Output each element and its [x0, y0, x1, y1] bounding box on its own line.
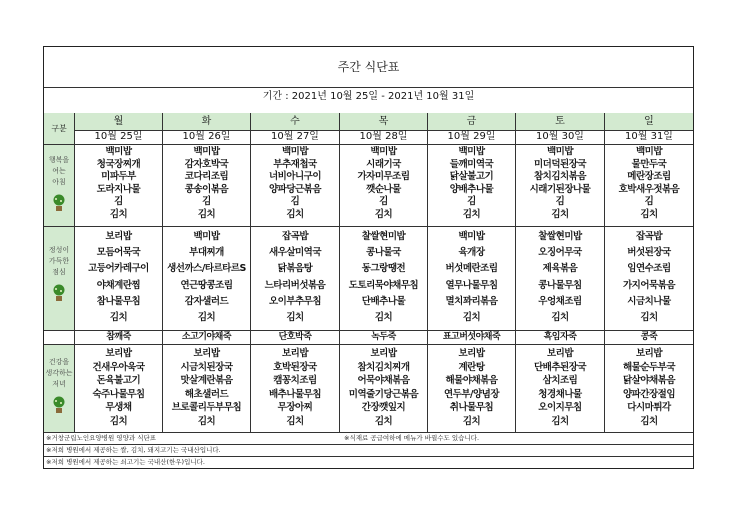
menu-item: 시래기된장나물 [529, 183, 591, 195]
lunch-label [44, 227, 74, 330]
menu-item: 보리밥 [458, 348, 485, 359]
menu-item: 우엉채조림 [538, 295, 582, 307]
period-text: 기간 : 2021년 10월 25일 - 2021년 10월 31일 [262, 91, 475, 102]
tree-icon [52, 396, 66, 414]
menu-item: 캠꽁치조림 [273, 375, 317, 387]
menu-item: 호박새우젓볶음 [618, 183, 680, 195]
menu-item: 임연수조림 [627, 263, 671, 275]
note-origin-beef: ※저희 병원에서 제공하는 쇠고기는 국내산(한우)입니다. [46, 458, 205, 466]
divider [44, 87, 693, 88]
menu-item: 김치 [286, 415, 304, 427]
label-line: 저녁 [52, 380, 66, 388]
breakfast-cell [605, 146, 693, 226]
menu-item: 해초샐러드 [184, 388, 229, 400]
menu-item: 시금치된장국 [180, 361, 233, 373]
menu-item: 다시마튀각 [627, 402, 671, 414]
lunch-cell [251, 229, 339, 330]
label-line: 아침 [52, 178, 66, 186]
menu-item: 계란탕 [458, 361, 485, 373]
day-date: 10월 25일 [94, 131, 143, 142]
menu-item: 감자샐러드 [184, 295, 229, 307]
menu-item: 브로콜리두부무침 [171, 402, 242, 414]
menu-item: 청국장찌개 [96, 158, 141, 170]
menu-item: 찰쌀현미밥 [538, 231, 582, 242]
menu-item: 김 [379, 196, 388, 208]
menu-item: 보리밥 [546, 348, 574, 359]
menu-item: 삼치조림 [542, 375, 578, 387]
breakfast-cell [163, 146, 250, 226]
menu-item: 버섯메란조림 [445, 263, 498, 275]
menu-item: 어묵야채볶음 [357, 375, 410, 387]
lunch-cell [516, 229, 604, 330]
menu-item: 육개장 [458, 247, 485, 259]
day-date: 10월 27일 [271, 131, 319, 142]
menu-item: 김치 [374, 312, 393, 324]
lunch-cell [75, 229, 162, 330]
dinner-cell [428, 347, 515, 432]
tree-icon [52, 284, 66, 302]
menu-item: 김치 [109, 208, 128, 220]
menu-item: 양파당근볶음 [268, 183, 322, 195]
menu-item: 모듬어묵국 [96, 247, 141, 259]
breakfast-cell [251, 146, 339, 226]
snack-item: 참깨죽 [106, 332, 131, 342]
menu-item: 오이지무침 [538, 402, 582, 414]
menu-item: 보리밥 [281, 348, 309, 359]
menu-item: 무장아찌 [277, 402, 313, 414]
menu-item: 느타리버섯볶음 [264, 279, 326, 291]
menu-item: 백미밥 [193, 231, 220, 242]
lunch-cell [605, 229, 693, 330]
day-date: 10월 26일 [182, 131, 231, 142]
day-date: 10월 31일 [625, 131, 673, 142]
menu-item: 돈육불고기 [96, 375, 141, 387]
label-line: 건강을 [48, 358, 70, 366]
menu-item: 김치 [640, 208, 658, 220]
menu-item: 호박된장국 [273, 361, 317, 373]
day-name: 토 [516, 113, 604, 130]
tree-icon [52, 194, 66, 212]
menu-item: 너비아니구이 [268, 171, 322, 183]
day-name: 목 [340, 113, 427, 130]
dinner-cell [340, 347, 427, 432]
menu-item: 김 [555, 196, 565, 208]
menu-item: 참치김치찌개 [357, 361, 410, 373]
label-line: 점심 [52, 268, 66, 276]
snack-item: 녹두죽 [371, 332, 396, 342]
label-line: 행복을 [48, 156, 70, 164]
day-date: 10월 28일 [359, 131, 408, 142]
menu-item: 도토리묵야채무침 [348, 279, 419, 291]
menu-item: 김치 [286, 312, 304, 324]
day-name: 일 [605, 113, 693, 130]
menu-item: 찰쌀현미밥 [361, 231, 406, 242]
menu-item: 김치 [551, 312, 569, 324]
day-name: 수 [251, 113, 339, 130]
menu-item: 멸치꽈리볶음 [445, 295, 498, 307]
menu-item: 닭볶음탕 [277, 263, 313, 275]
dinner-cell [516, 347, 604, 432]
menu-item: 김치 [197, 208, 216, 220]
menu-item: 김치 [462, 415, 481, 427]
menu-item: 백미밥 [370, 146, 397, 157]
menu-item: 백미밥 [635, 146, 663, 157]
menu-item: 잡곡밥 [635, 231, 663, 242]
menu-item: 간장깻잎지 [361, 402, 406, 414]
menu-item: 김치 [109, 415, 128, 427]
menu-item: 김 [644, 196, 654, 208]
menu-item: 참나물무침 [96, 295, 141, 307]
menu-item: 보리밥 [370, 348, 397, 359]
menu-item: 콩나물국 [366, 247, 401, 259]
menu-item: 김 [114, 196, 123, 208]
label-line: 생각하는 [45, 369, 73, 377]
menu-item: 백미밥 [193, 146, 220, 157]
menu-item: 해물순두부국 [622, 361, 676, 373]
menu-item: 닭살불고기 [449, 171, 494, 183]
menu-item: 백미밥 [458, 231, 485, 242]
menu-item: 백미밥 [281, 146, 309, 157]
menu-item: 양배추나물 [449, 183, 494, 195]
menu-item: 해물야채볶음 [445, 375, 498, 387]
menu-item: 시래기국 [366, 158, 401, 170]
menu-item: 맛살계란볶음 [180, 375, 233, 387]
breakfast-cell [428, 146, 515, 226]
breakfast-label [44, 145, 74, 226]
snack-item: 흑임자죽 [543, 332, 577, 342]
menu-item: 들깨미역국 [449, 158, 494, 170]
label-line: 여는 [52, 167, 66, 175]
day-name: 월 [75, 113, 162, 130]
menu-item: 김치 [551, 208, 569, 220]
menu-item: 미더덕된장국 [533, 158, 587, 170]
menu-item: 백미밥 [546, 146, 574, 157]
menu-item: 열무나물무침 [445, 279, 498, 291]
menu-item: 건새우아욱국 [92, 361, 145, 373]
menu-item: 단배추나물 [361, 295, 406, 307]
divider [44, 344, 693, 345]
menu-item: 보리밥 [193, 348, 220, 359]
menu-item: 도라지나물 [96, 183, 141, 195]
menu-item: 미파두부 [101, 171, 136, 183]
menu-item: 새우살미역국 [268, 247, 322, 259]
menu-item: 참치김치볶음 [533, 171, 587, 183]
note-source: ※거창군립노인요양병원 영양과 식단표 [46, 434, 157, 442]
menu-item: 오징어무국 [538, 247, 582, 259]
menu-item: 고등어카레구이 [88, 263, 149, 275]
menu-item: 보리밥 [105, 348, 132, 359]
day-date: 10월 30일 [536, 131, 584, 142]
menu-item: 취나물무침 [449, 402, 494, 414]
breakfast-cell [516, 146, 604, 226]
menu-item: 김치 [640, 415, 658, 427]
menu-item: 김치 [197, 415, 216, 427]
menu-item: 김치 [286, 208, 304, 220]
menu-item: 오이부추무침 [268, 295, 322, 307]
label-line: 정성이 [48, 246, 70, 254]
menu-item: 김치 [462, 312, 481, 324]
page-title: 주간 식단표 [337, 60, 400, 74]
note-change: ※식재료 공급여하에 메뉴가 바뀔수도 있습니다. [344, 434, 480, 442]
menu-item: 잡곡밥 [281, 231, 309, 242]
dinner-cell [75, 347, 162, 432]
lunch-cell [340, 229, 427, 330]
menu-item: 김치 [640, 312, 658, 324]
menu-item: 감자호박국 [184, 158, 229, 170]
gubun-label: 구분 [44, 113, 74, 144]
menu-item: 청경채나물 [538, 388, 582, 400]
snack-item: 콩죽 [640, 332, 658, 342]
day-name: 금 [428, 113, 515, 130]
menu-item: 배추나물무침 [268, 388, 322, 400]
menu-item: 김치 [374, 415, 393, 427]
day-name: 화 [163, 113, 250, 130]
divider [44, 144, 693, 145]
menu-item: 버섯된장국 [627, 247, 671, 259]
menu-item: 김치 [109, 312, 128, 324]
menu-item: 미역줄기당근볶음 [348, 388, 419, 400]
menu-item: 동그랑땡전 [361, 263, 406, 275]
menu-item: 물만두국 [631, 158, 667, 170]
menu-item: 코다리조림 [184, 171, 229, 183]
menu-item: 보리밥 [105, 231, 132, 242]
dinner-cell [163, 347, 250, 432]
menu-item: 단배추된장국 [533, 361, 587, 373]
dinner-label [44, 345, 74, 432]
menu-item: 양파간장절임 [622, 388, 676, 400]
snack-item: 소고기야채죽 [181, 332, 232, 342]
snack-item: 단호박죽 [278, 332, 312, 342]
breakfast-cell [340, 146, 427, 226]
label-line: 가득한 [48, 257, 70, 265]
menu-item: 김 [290, 196, 300, 208]
menu-item: 시금치나물 [627, 295, 671, 307]
menu-item: 백미밥 [458, 146, 485, 157]
menu-item: 깻순나물 [366, 183, 401, 195]
menu-item: 가지어묵볶음 [622, 279, 676, 291]
menu-item: 콩나물무침 [538, 279, 582, 291]
menu-item: 연근땅콩조림 [180, 279, 233, 291]
menu-item: 김치 [462, 208, 481, 220]
menu-item: 무생채 [105, 402, 132, 414]
menu-item: 김 [467, 196, 476, 208]
menu-item: 콩송이볶음 [184, 183, 229, 195]
menu-item: 부추재첩국 [273, 158, 317, 170]
menu-item: 부대찌개 [189, 247, 224, 259]
dinner-cell [251, 347, 339, 432]
divider [44, 226, 693, 227]
menu-item: 생선까스/타르타르S [167, 263, 246, 275]
menu-item: 보리밥 [635, 348, 663, 359]
menu-item: 닭살야채볶음 [622, 375, 676, 387]
menu-item: 제육볶음 [542, 263, 578, 275]
menu-item: 백미밥 [105, 146, 132, 157]
menu-item: 숙주나물무침 [92, 388, 145, 400]
day-date: 10월 29일 [447, 131, 496, 142]
menu-sheet [43, 46, 694, 469]
lunch-cell [163, 229, 250, 330]
menu-item: 연두부/양념장 [443, 388, 500, 400]
note-origin-rice: ※저희 병원에서 제공하는 쌀, 김치, 돼지고기는 국내산입니다. [46, 446, 221, 454]
menu-item: 가자미무조림 [357, 171, 410, 183]
menu-item: 김치 [374, 208, 393, 220]
lunch-cell [428, 229, 515, 330]
breakfast-cell [75, 146, 162, 226]
dinner-cell [605, 347, 693, 432]
menu-item: 메란장조림 [627, 171, 671, 183]
menu-item: 김치 [551, 415, 569, 427]
menu-item: 김 [202, 196, 211, 208]
snack-item: 표고버섯야채죽 [442, 332, 501, 342]
menu-item: 김치 [197, 312, 216, 324]
menu-item: 야채계란찜 [96, 279, 141, 291]
